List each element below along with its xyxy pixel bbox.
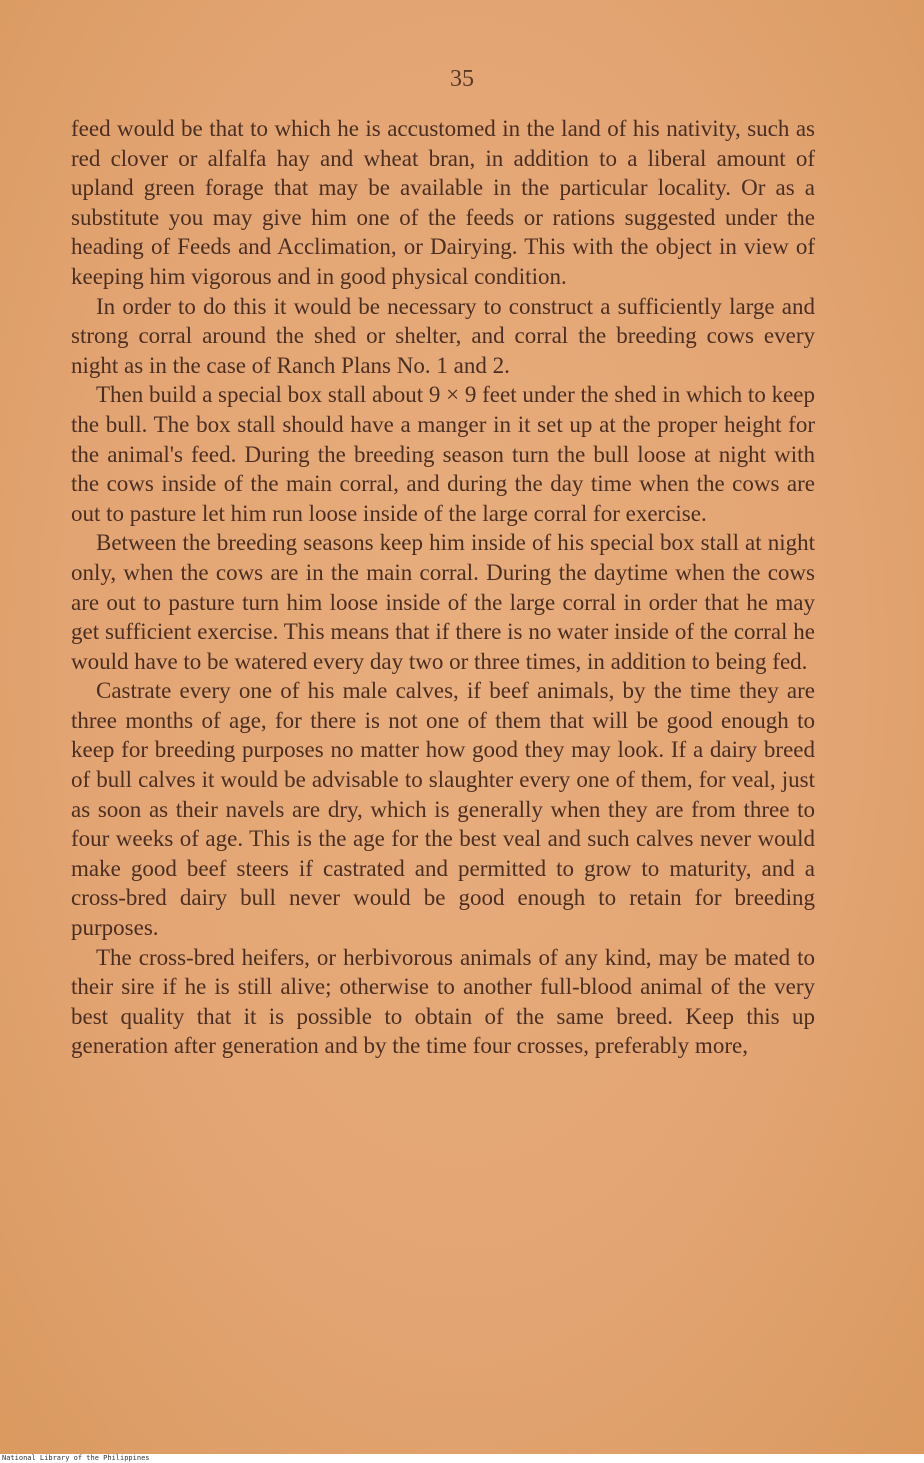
- paragraph: feed would be that to which he is accustomed in the land of his nativity, such as red clover or alfalfa hay and wheat bran, in addition to a liberal amount of upland green forage that may be available in the particular locality. Or as a substitute you may give him one of the feeds or rations suggested under the heading of Feeds and Acclimation, or Dairying. This with the object in view of keeping him vigorous and in good physical condition.: [71, 116, 815, 289]
- paragraph: In order to do this it would be necessary to construct a sufficiently large and strong corral around the shed or shelter, and corral the breeding cows every night as in the case of Ranch Plans No. 1 and 2.: [71, 293, 815, 378]
- page-number: 35: [450, 66, 474, 92]
- paragraph: Then build a special box stall about 9 × 9 feet under the shed in which to keep the bull. The box stall should have a manger in it set up at the proper height for the animal's feed. During the breeding season turn the bull loose at night with the cows inside of the main corral, and during the day time when the cows are out to pasture let him run loose inside of the large corral for exercise.: [71, 382, 815, 526]
- paragraph: The cross-bred heifers, or herbivorous animals of any kind, may be mated to their sire if he is still alive; otherwise to another full-blood animal of the very best quality that it is possible to obtain of the same breed. Keep this up generation after generation and by the time four crosses, preferably more,: [71, 944, 815, 1059]
- body-text: [71, 114, 815, 1061]
- footer-credit: National Library of the Philippines: [0, 1454, 924, 1463]
- paragraph: Castrate every one of his male calves, if beef animals, by the time they are three months of age, for there is not one of them that will be good enough to keep for breeding purposes no matter how good they may look. If a dairy breed of bull calves it would be advisable to slaughter every one of them, for veal, just as soon as their navels are dry, which is generally when they are from three to four weeks of age. This is the age for the best veal and such calves never would make good beef steers if castrated and permitted to grow to maturity, and a cross-bred dairy bull never would be good enough to retain for breeding purposes.: [71, 678, 815, 941]
- paragraph: Between the breeding seasons keep him inside of his special box stall at night only, when the cows are in the main corral. During the daytime when the cows are out to pasture turn him loose inside of the large corral in order that he may get sufficient exercise. This means that if there is no water inside of the corral he would have to be watered every day two or three times, in addition to being fed.: [71, 530, 815, 674]
